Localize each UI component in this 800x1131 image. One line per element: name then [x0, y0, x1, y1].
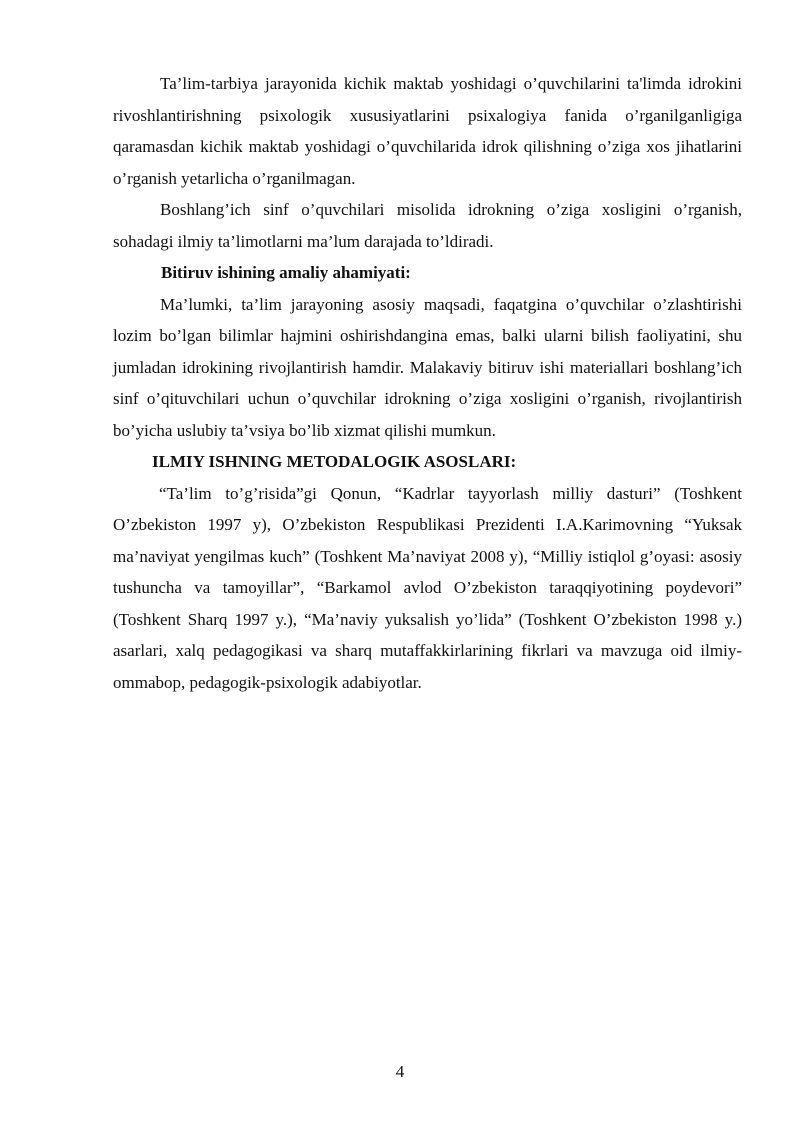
paragraph-2: Boshlang’ich sinf o’quvchilari misolida idrokning o’ziga xosligini o’rganish, sohadagi ilmiy ta’limotlarni ma’lum darajada to’ldiradi.	[113, 200, 742, 251]
paragraph-4: “Ta’lim to’g’risida”gi Qonun, “Kadrlar tayyorlash milliy dasturi” (Toshkent O’zbekiston 1997 y), O’zbekiston Respublikasi Prezidenti I.A.Karimovning “Yuksak ma’naviyat yengilmas kuch” (Toshkent Ma’naviyat 2008 y), “Milliy istiqlol g’oyasi: asosiy tushuncha va tamoyillar”, “Barkamol avlod O’zbekiston taraqqiyotining poydevori” (Toshkent Sharq 1997 y.), “Ma’naviy yuksalish yo’lida” (Toshkent O’zbekiston 1998 y.) asarlari, xalq pedagogikasi va sharq mutaffakkirlarining fikrlari va mavzuga oid ilmiy-ommabop, pedagogik-psixologik adabiyotlar.	[113, 483, 742, 692]
heading-practical-significance: Bitiruv ishining amaliy ahamiyati:	[161, 263, 411, 282]
page-number: 4	[395, 1062, 405, 1081]
document-page	[113, 68, 742, 698]
paragraph-3: Ma’lumki, ta’lim jarayoning asosiy maqsadi, faqatgina o’quvchilar o’zlashtirishi lozim bo’lgan bilimlar hajmini oshirishdangina emas, balki ularni bilish faoliyatini, shu jumladan idrokining rivojlantirish hamdir. Malakaviy bitiruv ishi materiallari boshlang’ich sinf o’qituvchilari uchun o’quvchilar idrokning o’ziga xosligini o’rganish, rivojlantirish bo’yicha uslubiy ta’vsiya bo’lib xizmat qilishi mumkun.	[113, 294, 742, 440]
heading-methodological-basis: ILMIY ISHNING METODALOGIK ASOSLARI:	[152, 452, 517, 471]
paragraph-1: Ta’lim-tarbiya jarayonida kichik maktab yoshidagi o’quvchilarini ta'limda idrokini rivoshlantirishning psixologik xususiyatlarini psixalogiya fanida o’rganilganligiga qaramasdan kichik maktab yoshidagi o’quvchilarida idrok qilishning o’ziga xos jihatlarini o’rganish yetarlicha o’rganilmagan.	[113, 74, 742, 188]
